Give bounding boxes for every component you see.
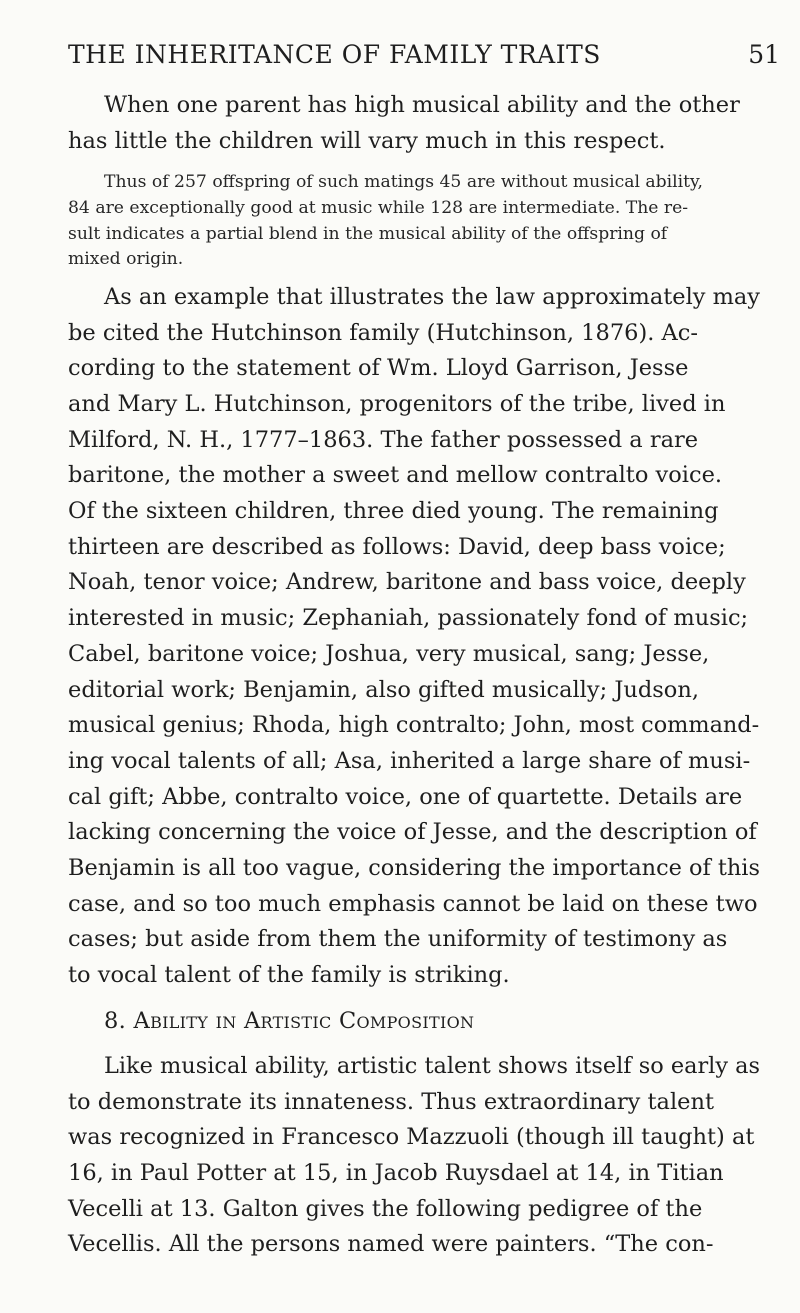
text-line: When one parent has high musical ability and the other [104,92,740,118]
note-line: 84 are exceptionally good at music while 128 are intermediate. The re- [68,198,689,218]
text-line: lacking concerning the voice of Jesse, and the description of [68,819,757,846]
text-line: Vecellis. All the persons named were painters. “The con- [68,1231,714,1258]
text-line: thirteen are described as follows: David, deep bass voice; [68,533,726,560]
text-line: to vocal talent of the family is striking. [68,961,510,988]
text-line: ing vocal talents of all; Asa, inherited a large share of musi- [68,747,751,774]
note-line: sult indicates a partial blend in the musical ability of the offspring of [68,223,668,244]
section-heading: 8. Ability in Artistic Composition [104,1008,475,1035]
text-line: Of the sixteen children, three died young. The remaining [68,498,719,525]
text-line: Noah, tenor voice; Andrew, baritone and bass voice, deeply [68,569,746,596]
text-line: to demonstrate its innateness. Thus extraordinary talent [68,1088,715,1115]
note-line: Thus of 257 offspring of such matings 45 are without musical ability, [104,172,703,193]
text-line: Vecelli at 13. Galton gives the following pedigree of the [68,1195,703,1222]
text-line: be cited the Hutchinson family (Hutchinson, 1876). Ac- [68,319,698,346]
text-line: cal gift; Abbe, contralto voice, one of quartette. Details are [68,783,743,810]
page-number: 51 [748,40,780,69]
text-line: has little the children will vary much in this respect. [68,127,666,154]
text-line: case, and so too much emphasis cannot be laid on these two [68,890,758,917]
text-line: Like musical ability, artistic talent shows itself so early as [104,1052,761,1079]
text-line: and Mary L. Hutchinson, progenitors of the tribe, lived in [68,391,726,417]
text-line: musical genius; Rhoda, high contralto; John, most command- [68,712,760,739]
text-line: baritone, the mother a sweet and mellow contralto voice. [68,462,723,489]
text-line: 16, in Paul Potter at 15, in Jacob Ruysdael at 14, in Titian [68,1160,724,1186]
note-line: mixed origin. [68,249,184,270]
text-line: editorial work; Benjamin, also gifted musically; Judson, [68,676,699,703]
text-line: interested in music; Zephaniah, passionately fond of music; [68,605,749,632]
text-line: was recognized in Francesco Mazzuoli (though ill taught) at [68,1124,755,1151]
text-line: Milford, N. H., 1777–1863. The father possessed a rare [68,426,699,453]
text-line: cording to the statement of Wm. Lloyd Garrison, Jesse [68,355,689,382]
text-line: Benjamin is all too vague, considering the importance of this [68,854,760,881]
running-title: THE INHERITANCE OF FAMILY TRAITS [68,40,601,69]
text-line: Cabel, baritone voice; Joshua, very musical, sang; Jesse, [68,640,710,667]
text-line: cases; but aside from them the uniformity of testimony as [68,926,728,953]
text-line: As an example that illustrates the law approximately may [104,284,761,310]
